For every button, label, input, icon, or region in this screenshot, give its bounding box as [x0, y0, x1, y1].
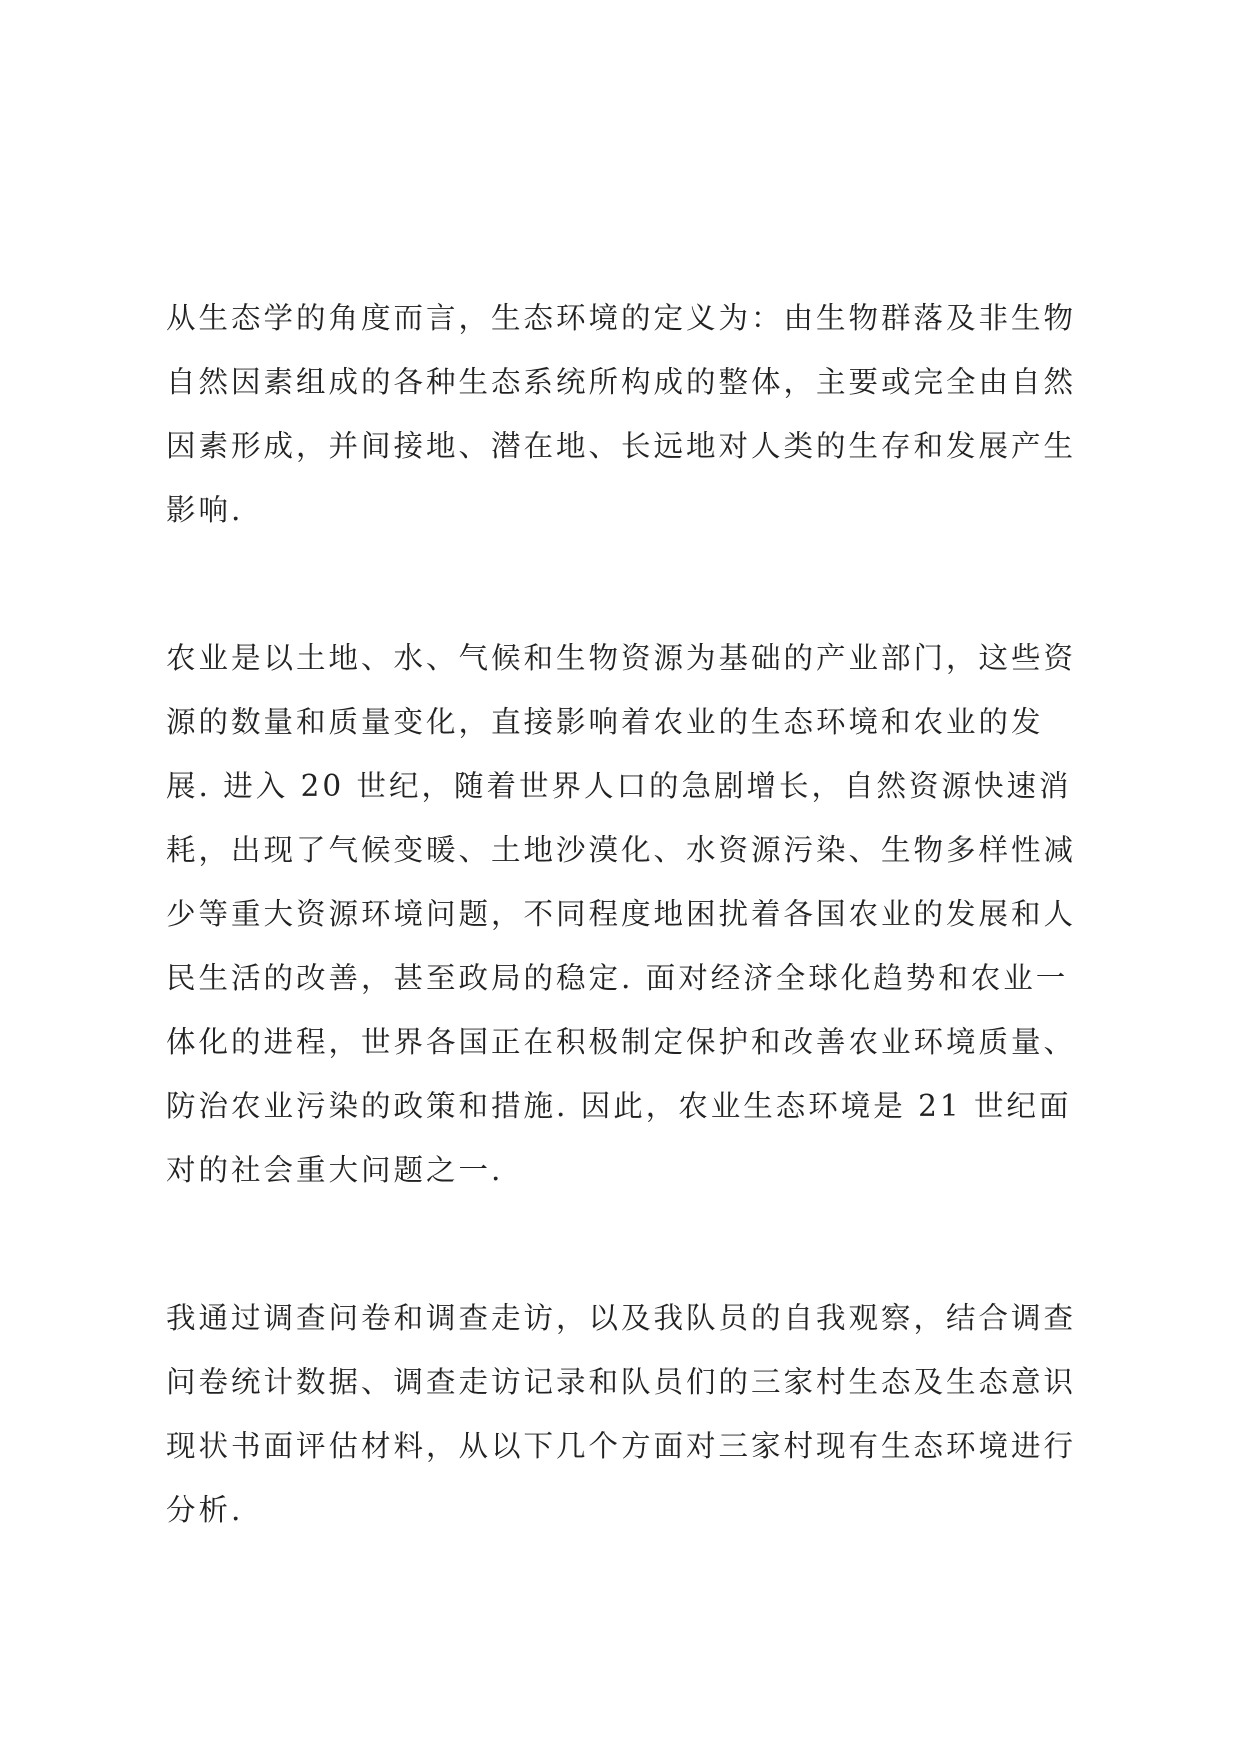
paragraph-agriculture-resources [166, 626, 1096, 1202]
text-line: 体化的进程，世界各国正在积极制定保护和改善农业环境质量、 [166, 1025, 1077, 1059]
text-line: 展. 进入 20 世纪，随着世界人口的急剧增长，自然资源快速消 [166, 769, 1072, 803]
text-line: 耗，出现了气候变暖、土地沙漠化、水资源污染、生物多样性减 [166, 833, 1077, 867]
paragraph-ecology-definition [166, 286, 1096, 542]
text-line: 从生态学的角度而言，生态环境的定义为：由生物群落及非生物 [166, 301, 1077, 335]
paragraph-survey-method [166, 1286, 1096, 1542]
text-line: 源的数量和质量变化，直接影响着农业的生态环境和农业的发 [166, 705, 1044, 739]
text-line: 我通过调查问卷和调查走访，以及我队员的自我观察，结合调查 [166, 1301, 1077, 1335]
text-line: 现状书面评估材料，从以下几个方面对三家村现有生态环境进行 [166, 1429, 1077, 1463]
text-line: 对的社会重大问题之一. [166, 1153, 504, 1187]
text-line: 因素形成，并间接地、潜在地、长远地对人类的生存和发展产生 [166, 429, 1077, 463]
text-line: 问卷统计数据、调查走访记录和队员们的三家村生态及生态意识 [166, 1365, 1077, 1399]
text-line: 民生活的改善，甚至政局的稳定. 面对经济全球化趋势和农业一 [166, 961, 1069, 995]
text-line: 农业是以土地、水、气候和生物资源为基础的产业部门，这些资 [166, 641, 1077, 675]
text-line: 防治农业污染的政策和措施. 因此，农业生态环境是 21 世纪面 [166, 1089, 1072, 1123]
text-line: 自然因素组成的各种生态系统所构成的整体，主要或完全由自然 [166, 365, 1077, 399]
text-line: 分析. [166, 1493, 244, 1527]
text-line: 影响. [166, 493, 244, 527]
text-line: 少等重大资源环境问题，不同程度地困扰着各国农业的发展和人 [166, 897, 1077, 931]
document-body [166, 286, 1096, 1542]
